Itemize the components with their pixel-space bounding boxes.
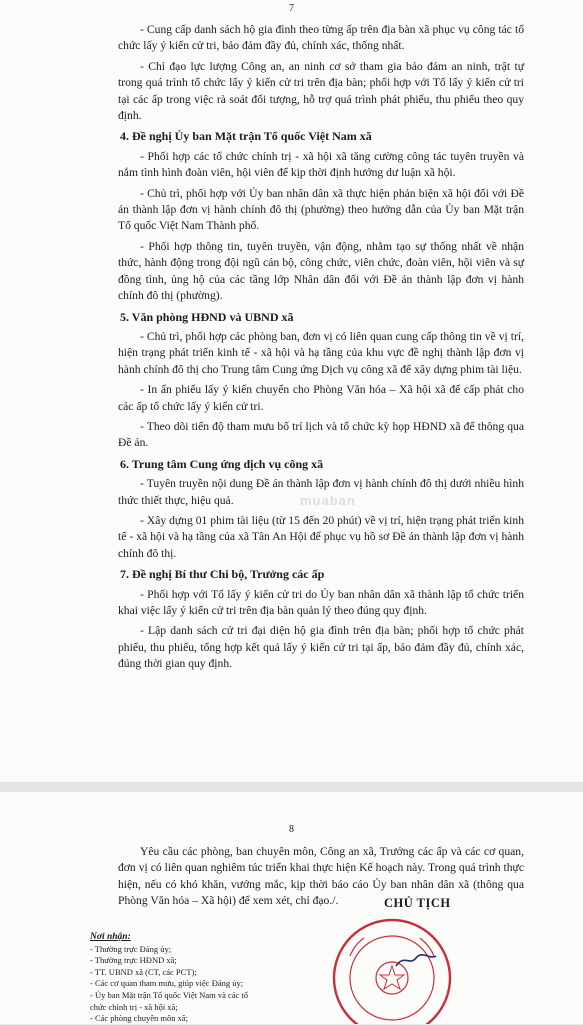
section-heading: 4. Đề nghị Ủy ban Mặt trận Tổ quốc Việt Nam xã [120, 129, 372, 144]
recipient-item: - Các phòng chuyên môn xã; [90, 1013, 188, 1024]
recipient-item: - Thường trực Đảng ủy; [90, 943, 172, 954]
closing-paragraph: Yêu cầu các phòng, ban chuyên môn, Công an xã, Trưởng các ấp và các cơ quan, đơn vị có liên quan nghiêm túc triển khai thực hiện Kế hoạch này. Trong quá trình thực hiện, nếu có khó khăn, vướng mắc, kịp thời báo cáo Ủy ban nhân dân xã (thông qua Phòng Văn hóa – Xã hội) để xem xét, chỉ đạo./. [118, 845, 524, 908]
recipient-item: - Ủy ban Mặt trận Tổ quốc Việt Nam và các tổ [90, 989, 249, 1000]
recipients-block [90, 932, 330, 1025]
section-heading: 5. Văn phòng HĐND và UBND xã [120, 309, 294, 324]
paragraph: - Tuyên truyền nội dung Đề án thành lập đơn vị hành chính đô thị dưới nhiều hình thức thiết thực, hiệu quả. [118, 477, 524, 507]
paragraph: - Phối hợp thông tin, tuyên truyền, vận động, nhằm tạo sự thống nhất về nhận thức, hành động trong đội ngũ cán bộ, công chức, viên chức, đoàn viên, hội viên và sự đồng tình, ủng hộ của các tầng lớp Nhân dân đối với Đề án thành lập đơn vị hành chính đô thị (phường). [118, 239, 524, 303]
paragraph: - Theo dõi tiến độ tham mưu bố trí lịch và tổ chức kỳ họp HĐND xã để thông qua Đề án. [118, 419, 524, 450]
paragraph: - Chủ trì, phối hợp với Ủy ban nhân dân xã thực hiện phản biện xã hội đối với Đề án thành lập đơn vị hành chính đô thị (phường) theo hướng dẫn của Ủy ban Mặt trận Tổ quốc Việt Nam Thành phố. [118, 186, 524, 233]
page-separator [0, 782, 583, 792]
signature-block [330, 896, 480, 1024]
paragraph: - Xây dựng 01 phim tài liệu (từ 15 đến 20 phút) về vị trí, hiện trạng phát triển kinh tế - xã hội và hạ tầng của xã Tân An Hội để phục vụ hồ sơ Đề án thành lập đơn vị hành chính đô thị. [118, 513, 524, 560]
signer-role: CHỦ TỊCH [384, 896, 451, 910]
paragraph: - Chủ trì, phối hợp các phòng ban, đơn vị có liên quan cung cấp thông tin về vị trí, hiện trạng phát triển kinh tế - xã hội và hạ tầng của khu vực đề nghị thành lập đơn vị hành chính đô thị cho Trung tâm Cung ứng Dịch vụ công xã để xây dựng phim tài liệu. [118, 329, 524, 376]
page-number: 7 [289, 3, 294, 14]
watermark: muaban [300, 493, 356, 508]
document-page-8 [0, 792, 583, 1024]
recipient-item: chức chính trị - xã hội xã; [90, 1001, 178, 1012]
recipients-list [90, 944, 330, 1025]
recipients-title: Nơi nhận: [90, 932, 131, 942]
paragraph: - In ấn phiếu lấy ý kiến chuyển cho Phòng Văn hóa – Xã hội xã để cấp phát cho các ấp tổ chức lấy ý kiến cử tri. [118, 383, 524, 413]
paragraph: - Phối hợp với Tổ lấy ý kiến cử tri do Ủy ban nhân dân xã thành lập tổ chức triển khai việc lấy ý kiến cử tri trên địa bàn quản lý theo đúng quy định. [118, 587, 524, 617]
paragraph: - Chỉ đạo lực lượng Công an, an ninh cơ sở tham gia bảo đảm an ninh, trật tự trong quá trình tổ chức lấy ý kiến cử tri trên địa bàn; phối hợp với Tổ lấy ý kiến cử tri tại các ấp trong việc rà soát đối tượng, hỗ trợ quá trình phát phiếu, thu phiếu theo quy định. [118, 59, 524, 123]
page-number: 8 [289, 824, 294, 835]
page-7-body [118, 22, 524, 677]
section-heading: 7. Đề nghị Bí thư Chi bộ, Trưởng các ấp [120, 567, 325, 582]
paragraph: - Cung cấp danh sách hộ gia đình theo từng ấp trên địa bàn xã phục vụ công tác tổ chức lấy ý kiến cử tri, bảo đảm đầy đủ, chính xác, thống nhất. [118, 23, 524, 53]
section-heading: 6. Trung tâm Cung ứng dịch vụ công xã [120, 456, 324, 471]
official-stamp [330, 896, 480, 1024]
recipient-item: - Các cơ quan tham mưu, giúp việc Đảng ủy; [90, 978, 244, 989]
recipient-item: - TT. UBND xã (CT, các PCT); [90, 966, 197, 977]
paragraph: - Phối hợp các tổ chức chính trị - xã hội xã tăng cường công tác tuyên truyền và nắm tình hình đoàn viên, hội viên để kịp thời định hướng dư luận xã hội. [118, 149, 524, 180]
paragraph: - Lập danh sách cử tri đại diện hộ gia đình trên địa bàn; phối hợp tổ chức phát phiếu, thu phiếu, tổng hợp kết quả lấy ý kiến cử tri tại ấp, bảo đảm đầy đủ, chính xác, đúng thời gian quy định. [118, 624, 524, 671]
recipient-item: - Thường trực HĐND xã; [90, 955, 177, 966]
